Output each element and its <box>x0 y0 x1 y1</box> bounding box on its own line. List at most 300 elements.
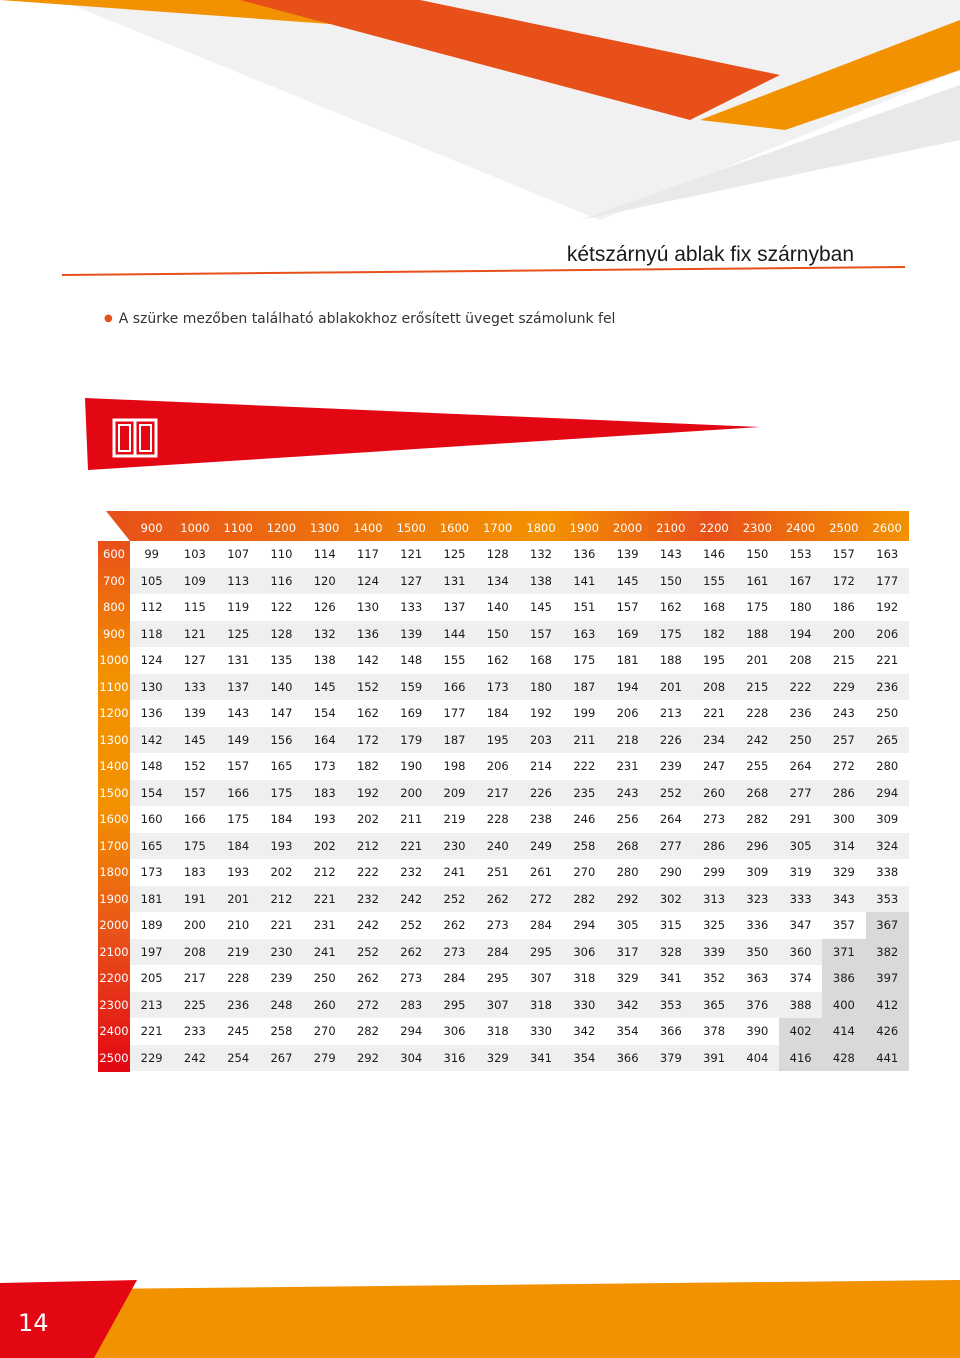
table-cell: 226 <box>649 727 692 754</box>
table-cell: 251 <box>476 859 519 886</box>
table-cell: 195 <box>476 727 519 754</box>
table-row <box>98 1045 909 1072</box>
column-header: 1400 <box>353 520 383 535</box>
table-cell: 191 <box>173 886 216 913</box>
table-cell: 390 <box>736 1018 779 1045</box>
table-cell: 201 <box>736 647 779 674</box>
table-cell: 222 <box>779 674 822 701</box>
table-cell: 343 <box>822 886 865 913</box>
column-header: 1600 <box>439 520 470 535</box>
table-row <box>98 700 909 727</box>
row-header: 1000 <box>99 653 129 668</box>
table-cell: 212 <box>346 833 389 860</box>
table-cell: 194 <box>606 674 649 701</box>
table-cell: 256 <box>606 806 649 833</box>
row-header: 2300 <box>99 997 129 1012</box>
table-cell: 341 <box>649 965 692 992</box>
table-cell: 183 <box>303 780 346 807</box>
table-cell: 221 <box>303 886 346 913</box>
table-cell: 182 <box>346 753 389 780</box>
table-cell: 230 <box>433 833 476 860</box>
table-cell: 258 <box>260 1018 303 1045</box>
table-cell: 219 <box>217 939 260 966</box>
table-cell: 273 <box>390 965 433 992</box>
table-cell: 296 <box>736 833 779 860</box>
table-cell: 292 <box>346 1045 389 1072</box>
table-cell: 378 <box>692 1018 735 1045</box>
table-cell: 252 <box>346 939 389 966</box>
table-cell: 221 <box>692 700 735 727</box>
red-banner <box>85 398 760 470</box>
table-cell: 142 <box>130 727 173 754</box>
table-cell: 193 <box>260 833 303 860</box>
table-cell: 249 <box>519 833 562 860</box>
table-cell: 428 <box>822 1045 865 1072</box>
table-cell: 262 <box>390 939 433 966</box>
table-cell: 268 <box>606 833 649 860</box>
table-cell: 374 <box>779 965 822 992</box>
row-header: 600 <box>103 547 125 562</box>
table-cell: 131 <box>433 568 476 595</box>
row-header: 800 <box>103 600 125 615</box>
table-cell: 354 <box>606 1018 649 1045</box>
table-cell: 329 <box>476 1045 519 1072</box>
bullet-icon: ● <box>104 313 113 324</box>
table-cell: 195 <box>692 647 735 674</box>
table-cell: 265 <box>866 727 909 754</box>
table-cell: 233 <box>173 1018 216 1045</box>
table-cell: 138 <box>519 568 562 595</box>
table-cell: 180 <box>779 594 822 621</box>
table-cell: 252 <box>390 912 433 939</box>
table-cell: 177 <box>866 568 909 595</box>
table-cell: 329 <box>606 965 649 992</box>
table-cell: 192 <box>866 594 909 621</box>
table-cell: 277 <box>649 833 692 860</box>
table-row <box>98 753 909 780</box>
table-cell: 193 <box>303 806 346 833</box>
table-cell: 132 <box>519 541 562 568</box>
column-header: 2400 <box>785 520 816 535</box>
table-cell: 213 <box>130 992 173 1019</box>
table-cell: 168 <box>519 647 562 674</box>
table-cell: 210 <box>217 912 260 939</box>
table-cell: 208 <box>692 674 735 701</box>
table-cell: 291 <box>779 806 822 833</box>
table-cell: 165 <box>260 753 303 780</box>
table-cell: 132 <box>303 621 346 648</box>
table-cell: 318 <box>476 1018 519 1045</box>
table-cell: 386 <box>822 965 865 992</box>
row-header: 2000 <box>99 918 129 933</box>
row-header: 1600 <box>99 812 129 827</box>
table-cell: 145 <box>173 727 216 754</box>
table-cell: 292 <box>606 886 649 913</box>
table-cell: 156 <box>260 727 303 754</box>
table-cell: 150 <box>736 541 779 568</box>
table-cell: 270 <box>303 1018 346 1045</box>
table-cell: 183 <box>173 859 216 886</box>
table-cell: 272 <box>346 992 389 1019</box>
table-cell: 124 <box>130 647 173 674</box>
table-cell: 184 <box>217 833 260 860</box>
table-cell: 200 <box>822 621 865 648</box>
table-cell: 136 <box>563 541 606 568</box>
table-cell: 397 <box>866 965 909 992</box>
table-cell: 282 <box>563 886 606 913</box>
table-cell: 284 <box>433 965 476 992</box>
table-cell: 211 <box>390 806 433 833</box>
table-cell: 143 <box>217 700 260 727</box>
table-cell: 199 <box>563 700 606 727</box>
table-row <box>98 621 909 648</box>
table-cell: 130 <box>346 594 389 621</box>
table-cell: 205 <box>130 965 173 992</box>
row-header: 2100 <box>99 944 129 959</box>
table-cell: 162 <box>346 700 389 727</box>
table-cell: 402 <box>779 1018 822 1045</box>
table-cell: 136 <box>346 621 389 648</box>
table-cell: 154 <box>303 700 346 727</box>
table-cell: 215 <box>736 674 779 701</box>
page-number: 14 <box>18 1309 49 1337</box>
table-cell: 201 <box>649 674 692 701</box>
table-cell: 400 <box>822 992 865 1019</box>
table-cell: 173 <box>476 674 519 701</box>
table-cell: 172 <box>346 727 389 754</box>
table-cell: 294 <box>563 912 606 939</box>
row-header: 2200 <box>99 971 129 986</box>
bottom-orange-band <box>0 1280 960 1358</box>
table-cell: 202 <box>346 806 389 833</box>
table-cell: 140 <box>476 594 519 621</box>
table-cell: 142 <box>346 647 389 674</box>
table-cell: 283 <box>390 992 433 1019</box>
table-cell: 136 <box>130 700 173 727</box>
table-cell: 155 <box>433 647 476 674</box>
table-cell: 260 <box>303 992 346 1019</box>
table-cell: 151 <box>563 594 606 621</box>
table-cell: 247 <box>692 753 735 780</box>
table-cell: 270 <box>563 859 606 886</box>
table-cell: 258 <box>563 833 606 860</box>
table-cell: 181 <box>606 647 649 674</box>
table-cell: 257 <box>822 727 865 754</box>
page-title: kétszárnyú ablak fix szárnyban <box>566 243 854 266</box>
table-cell: 200 <box>390 780 433 807</box>
table-cell: 128 <box>260 621 303 648</box>
row-header: 1500 <box>99 785 129 800</box>
column-header: 2500 <box>829 520 859 535</box>
table-corner <box>98 514 130 541</box>
table-cell: 130 <box>130 674 173 701</box>
table-cell: 426 <box>866 1018 909 1045</box>
table-cell: 157 <box>606 594 649 621</box>
table-cell: 329 <box>822 859 865 886</box>
table-cell: 222 <box>563 753 606 780</box>
table-cell: 306 <box>433 1018 476 1045</box>
table-cell: 165 <box>130 833 173 860</box>
table-cell: 208 <box>173 939 216 966</box>
table-cell: 182 <box>692 621 735 648</box>
table-cell: 140 <box>260 674 303 701</box>
table-cell: 242 <box>390 886 433 913</box>
table-cell: 212 <box>303 859 346 886</box>
table-cell: 284 <box>476 939 519 966</box>
table-cell: 135 <box>260 647 303 674</box>
table-row <box>98 727 909 754</box>
table-cell: 133 <box>390 594 433 621</box>
table-cell: 107 <box>217 541 260 568</box>
table-cell: 175 <box>173 833 216 860</box>
note-text <box>104 311 615 327</box>
table-cell: 193 <box>217 859 260 886</box>
table-cell: 213 <box>649 700 692 727</box>
table-cell: 202 <box>303 833 346 860</box>
table-cell: 232 <box>346 886 389 913</box>
table-cell: 264 <box>779 753 822 780</box>
row-header: 1200 <box>99 706 129 721</box>
column-header: 2000 <box>612 520 643 535</box>
column-header: 1500 <box>396 520 426 535</box>
table-cell: 260 <box>692 780 735 807</box>
table-cell: 99 <box>130 541 173 568</box>
table-cell: 347 <box>779 912 822 939</box>
table-cell: 152 <box>346 674 389 701</box>
table-cell: 168 <box>692 594 735 621</box>
table-cell: 307 <box>476 992 519 1019</box>
table-cell: 279 <box>303 1045 346 1072</box>
table-cell: 330 <box>563 992 606 1019</box>
table-cell: 404 <box>736 1045 779 1072</box>
table-cell: 127 <box>173 647 216 674</box>
table-cell: 163 <box>563 621 606 648</box>
row-header: 1900 <box>99 891 129 906</box>
table-cell: 184 <box>260 806 303 833</box>
table-cell: 379 <box>649 1045 692 1072</box>
table-cell: 273 <box>476 912 519 939</box>
table-cell: 169 <box>606 621 649 648</box>
table-cell: 177 <box>433 700 476 727</box>
table-cell: 180 <box>519 674 562 701</box>
table-cell: 242 <box>346 912 389 939</box>
table-cell: 414 <box>822 1018 865 1045</box>
table-cell: 217 <box>476 780 519 807</box>
table-cell: 294 <box>390 1018 433 1045</box>
table-cell: 250 <box>779 727 822 754</box>
table-cell: 360 <box>779 939 822 966</box>
table-cell: 242 <box>736 727 779 754</box>
table-cell: 239 <box>649 753 692 780</box>
table-cell: 190 <box>390 753 433 780</box>
table-cell: 184 <box>476 700 519 727</box>
table-cell: 350 <box>736 939 779 966</box>
table-cell: 217 <box>173 965 216 992</box>
table-cell: 365 <box>692 992 735 1019</box>
table-cell: 166 <box>217 780 260 807</box>
table-cell: 228 <box>476 806 519 833</box>
row-header: 2500 <box>99 1050 129 1065</box>
table-cell: 221 <box>390 833 433 860</box>
column-header: 2100 <box>656 520 686 535</box>
table-row <box>98 886 909 913</box>
table-cell: 157 <box>519 621 562 648</box>
table-cell: 328 <box>649 939 692 966</box>
table-cell: 188 <box>649 647 692 674</box>
column-header: 1300 <box>310 520 340 535</box>
table-row <box>98 806 909 833</box>
table-cell: 228 <box>217 965 260 992</box>
table-row <box>98 780 909 807</box>
table-cell: 342 <box>563 1018 606 1045</box>
table-cell: 119 <box>217 594 260 621</box>
table-cell: 148 <box>130 753 173 780</box>
table-cell: 157 <box>217 753 260 780</box>
table-cell: 189 <box>130 912 173 939</box>
table-cell: 236 <box>779 700 822 727</box>
table-cell: 294 <box>866 780 909 807</box>
table-cell: 175 <box>736 594 779 621</box>
table-cell: 264 <box>649 806 692 833</box>
table-cell: 245 <box>217 1018 260 1045</box>
table-cell: 241 <box>303 939 346 966</box>
table-cell: 242 <box>173 1045 216 1072</box>
table-cell: 105 <box>130 568 173 595</box>
table-cell: 208 <box>779 647 822 674</box>
table-cell: 133 <box>173 674 216 701</box>
table-cell: 262 <box>433 912 476 939</box>
column-header: 900 <box>140 520 163 535</box>
table-cell: 336 <box>736 912 779 939</box>
table-cell: 255 <box>736 753 779 780</box>
table-cell: 109 <box>173 568 216 595</box>
table-row <box>98 594 909 621</box>
table-cell: 352 <box>692 965 735 992</box>
table-cell: 166 <box>433 674 476 701</box>
table-cell: 219 <box>433 806 476 833</box>
table-cell: 147 <box>260 700 303 727</box>
table-cell: 221 <box>260 912 303 939</box>
table-cell: 229 <box>822 674 865 701</box>
table-cell: 277 <box>779 780 822 807</box>
table-cell: 225 <box>173 992 216 1019</box>
table-cell: 391 <box>692 1045 735 1072</box>
row-header: 2400 <box>99 1024 129 1039</box>
column-header: 2200 <box>699 520 729 535</box>
table-cell: 272 <box>519 886 562 913</box>
table-cell: 252 <box>649 780 692 807</box>
table-cell: 125 <box>433 541 476 568</box>
table-row <box>98 1018 909 1045</box>
table-cell: 120 <box>303 568 346 595</box>
table-cell: 304 <box>390 1045 433 1072</box>
table-cell: 339 <box>692 939 735 966</box>
table-cell: 284 <box>519 912 562 939</box>
table-cell: 186 <box>822 594 865 621</box>
note-label: A szürke mezőben található ablakokhoz erősített üveget számolunk fel <box>118 311 616 327</box>
table-cell: 338 <box>866 859 909 886</box>
table-cell: 238 <box>519 806 562 833</box>
table-cell: 187 <box>563 674 606 701</box>
table-cell: 112 <box>130 594 173 621</box>
table-cell: 272 <box>822 753 865 780</box>
table-cell: 363 <box>736 965 779 992</box>
table-cell: 371 <box>822 939 865 966</box>
table-cell: 103 <box>173 541 216 568</box>
table-cell: 211 <box>563 727 606 754</box>
table-cell: 315 <box>649 912 692 939</box>
table-cell: 243 <box>606 780 649 807</box>
row-header: 700 <box>103 573 125 588</box>
table-cell: 306 <box>563 939 606 966</box>
table-cell: 241 <box>433 859 476 886</box>
table-cell: 117 <box>346 541 389 568</box>
row-header: 1800 <box>99 865 129 880</box>
table-cell: 305 <box>779 833 822 860</box>
table-cell: 114 <box>303 541 346 568</box>
table-cell: 175 <box>563 647 606 674</box>
column-header: 1200 <box>266 520 297 535</box>
table-cell: 150 <box>649 568 692 595</box>
table-cell: 134 <box>476 568 519 595</box>
column-header: 1700 <box>483 520 513 535</box>
table-cell: 366 <box>606 1045 649 1072</box>
table-cell: 160 <box>130 806 173 833</box>
table-row <box>98 859 909 886</box>
table-cell: 309 <box>866 806 909 833</box>
row-header: 900 <box>103 626 125 641</box>
table-cell: 366 <box>649 1018 692 1045</box>
table-cell: 154 <box>130 780 173 807</box>
table-cell: 215 <box>822 647 865 674</box>
table-cell: 144 <box>433 621 476 648</box>
table-cell: 148 <box>390 647 433 674</box>
table-cell: 254 <box>217 1045 260 1072</box>
row-header: 1400 <box>99 759 129 774</box>
table-cell: 188 <box>736 621 779 648</box>
double-window-icon <box>112 418 158 458</box>
table-cell: 295 <box>476 965 519 992</box>
table-cell: 155 <box>692 568 735 595</box>
table-cell: 139 <box>606 541 649 568</box>
table-cell: 318 <box>563 965 606 992</box>
table-cell: 152 <box>173 753 216 780</box>
table-cell: 230 <box>260 939 303 966</box>
table-cell: 262 <box>476 886 519 913</box>
table-cell: 115 <box>173 594 216 621</box>
table-cell: 125 <box>217 621 260 648</box>
column-header: 2600 <box>872 520 902 535</box>
table-cell: 367 <box>866 912 909 939</box>
table-cell: 181 <box>130 886 173 913</box>
table-cell: 137 <box>433 594 476 621</box>
table-cell: 319 <box>779 859 822 886</box>
table-cell: 222 <box>346 859 389 886</box>
table-cell: 229 <box>130 1045 173 1072</box>
table-cell: 159 <box>390 674 433 701</box>
table-cell: 357 <box>822 912 865 939</box>
table-cell: 295 <box>519 939 562 966</box>
table-cell: 214 <box>519 753 562 780</box>
table-cell: 157 <box>822 541 865 568</box>
table-cell: 192 <box>346 780 389 807</box>
table-cell: 138 <box>303 647 346 674</box>
table-cell: 309 <box>736 859 779 886</box>
table-cell: 198 <box>433 753 476 780</box>
table-row <box>98 674 909 701</box>
table-cell: 250 <box>866 700 909 727</box>
table-cell: 164 <box>303 727 346 754</box>
